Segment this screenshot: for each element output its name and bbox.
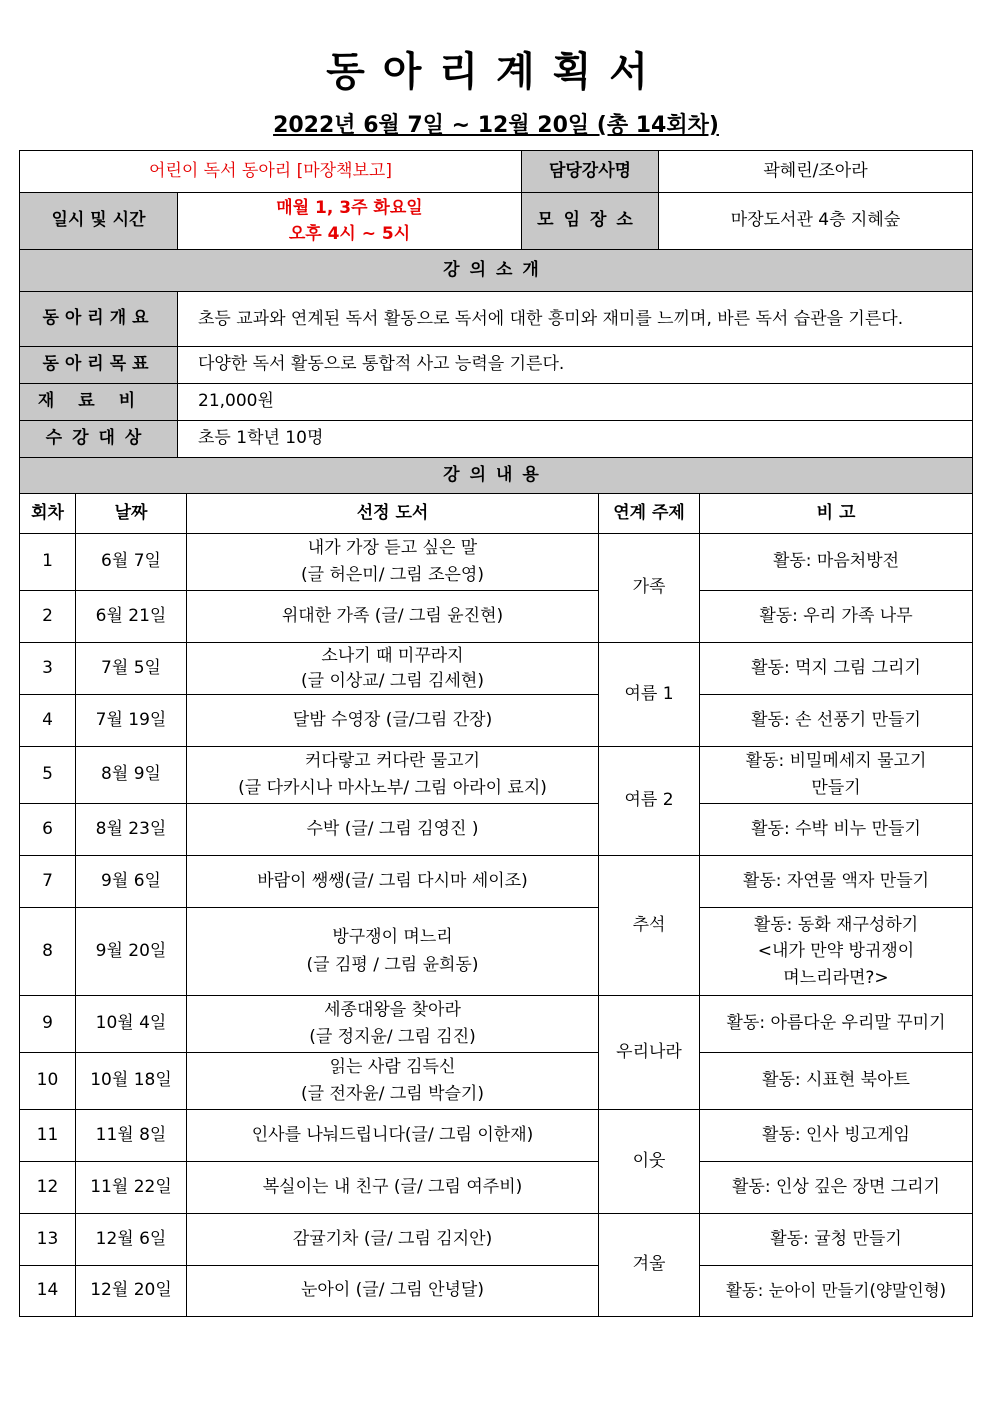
col-header-no: 회차 bbox=[20, 494, 76, 534]
row-book bbox=[187, 747, 599, 804]
row-note: 활동: 마음처방전 bbox=[700, 534, 973, 591]
table-row bbox=[20, 804, 973, 856]
row-book: 수박 (글/ 그림 김영진 ) bbox=[187, 804, 599, 856]
table-row bbox=[20, 591, 973, 643]
book-title: 커다랗고 커다란 물고기 bbox=[304, 750, 481, 771]
document-period bbox=[0, 108, 992, 139]
row-no: 1 bbox=[20, 534, 76, 591]
row-theme: 겨울 bbox=[599, 1214, 700, 1317]
row-date: 6월 7일 bbox=[76, 534, 187, 591]
row-note: 활동: 아름다운 우리말 꾸미기 bbox=[700, 996, 973, 1053]
row-book: 위대한 가족 (글/ 그림 윤진현) bbox=[187, 591, 599, 643]
fee-value: 21,000원 bbox=[178, 384, 973, 421]
row-no: 9 bbox=[20, 996, 76, 1053]
overview-label: 동아리개요 bbox=[20, 292, 178, 347]
table-row bbox=[20, 747, 973, 804]
table-row bbox=[20, 1214, 973, 1266]
place-label: 모임장소 bbox=[522, 193, 659, 250]
book-credit: (글 김평 / 그림 윤희동) bbox=[306, 954, 479, 975]
book-title: 읽는 사람 김득신 bbox=[329, 1056, 456, 1077]
book-title: 소나기 때 미꾸라지 bbox=[321, 645, 464, 666]
row-book: 복실이는 내 친구 (글/ 그림 여주비) bbox=[187, 1162, 599, 1214]
club-info-table bbox=[19, 150, 973, 494]
note-line: 만들기 bbox=[811, 778, 861, 798]
row-note: 활동: 자연물 액자 만들기 bbox=[700, 856, 973, 908]
document-title: 동아리계획서 bbox=[326, 49, 666, 95]
row-date: 8월 23일 bbox=[76, 804, 187, 856]
row-date: 7월 5일 bbox=[76, 643, 187, 695]
period-text: 2022년 6월 7일 ~ 12월 20일 (총 14회차) bbox=[273, 113, 719, 138]
col-header-book: 선정 도서 bbox=[187, 494, 599, 534]
table-row bbox=[20, 1266, 973, 1317]
note-line: 활동: 동화 재구성하기 bbox=[753, 914, 919, 935]
time-label: 일시 및 시간 bbox=[20, 193, 178, 250]
book-title: 방구쟁이 며느리 bbox=[332, 927, 453, 948]
target-value: 초등 1학년 10명 bbox=[178, 421, 973, 458]
table-row bbox=[20, 856, 973, 908]
row-theme: 추석 bbox=[599, 856, 700, 996]
book-credit: (글 정지윤/ 그림 김진) bbox=[309, 1027, 476, 1047]
book-credit: (글 전자윤/ 그림 박슬기) bbox=[300, 1084, 484, 1104]
row-no: 14 bbox=[20, 1266, 76, 1317]
time-value bbox=[178, 193, 522, 250]
book-credit: (글 허은미/ 그림 조은영) bbox=[300, 565, 484, 585]
row-note: 활동: 시표현 북아트 bbox=[700, 1053, 973, 1110]
row-book bbox=[187, 534, 599, 591]
row-no: 8 bbox=[20, 908, 76, 996]
teacher-value: 곽혜린/조아라 bbox=[659, 151, 973, 193]
book-title: 내가 가장 듣고 싶은 말 bbox=[307, 537, 478, 558]
row-theme: 가족 bbox=[599, 534, 700, 643]
row-theme: 이웃 bbox=[599, 1110, 700, 1214]
row-book bbox=[187, 1053, 599, 1110]
target-label: 수강대상 bbox=[20, 421, 178, 458]
time-line-1: 매월 1, 3주 화요일 bbox=[276, 197, 423, 218]
place-value: 마장도서관 4층 지혜숲 bbox=[659, 193, 973, 250]
row-note bbox=[700, 908, 973, 996]
table-row bbox=[20, 534, 973, 591]
row-book bbox=[187, 996, 599, 1053]
note-line: 며느리라면?> bbox=[783, 967, 889, 988]
row-no: 11 bbox=[20, 1110, 76, 1162]
col-header-note: 비 고 bbox=[700, 494, 973, 534]
row-no: 3 bbox=[20, 643, 76, 695]
fee-label: 재료비 bbox=[20, 384, 178, 421]
col-header-theme: 연계 주제 bbox=[599, 494, 700, 534]
row-date: 10월 4일 bbox=[76, 996, 187, 1053]
table-row bbox=[20, 643, 973, 695]
row-no: 5 bbox=[20, 747, 76, 804]
row-note: 활동: 우리 가족 나무 bbox=[700, 591, 973, 643]
book-credit: (글 다카시나 마사노부/ 그림 아라이 료지) bbox=[238, 778, 547, 798]
row-note bbox=[700, 747, 973, 804]
row-book bbox=[187, 643, 599, 695]
book-credit: (글 이상교/ 그림 김세현) bbox=[300, 670, 484, 691]
row-note: 활동: 인상 깊은 장면 그리기 bbox=[700, 1162, 973, 1214]
row-note: 활동: 인사 빙고게임 bbox=[700, 1110, 973, 1162]
row-theme: 우리나라 bbox=[599, 996, 700, 1110]
overview-value: 초등 교과와 연계된 독서 활동으로 독서에 대한 흥미와 재미를 느끼며, 바른 독서 습관을 기른다. bbox=[178, 292, 973, 347]
row-note: 활동: 손 선풍기 만들기 bbox=[700, 695, 973, 747]
book-title: 세종대왕을 찾아라 bbox=[324, 999, 461, 1020]
goal-value: 다양한 독서 활동으로 통합적 사고 능력을 기른다. bbox=[178, 347, 973, 384]
row-date: 8월 9일 bbox=[76, 747, 187, 804]
row-note: 활동: 수박 비누 만들기 bbox=[700, 804, 973, 856]
row-book: 눈아이 (글/ 그림 안녕달) bbox=[187, 1266, 599, 1317]
row-no: 4 bbox=[20, 695, 76, 747]
table-row bbox=[20, 996, 973, 1053]
row-book: 인사를 나눠드립니다(글/ 그림 이한재) bbox=[187, 1110, 599, 1162]
row-no: 12 bbox=[20, 1162, 76, 1214]
note-line: 활동: 비밀메세지 물고기 bbox=[745, 750, 927, 771]
row-book: 감귤기차 (글/ 그림 김지안) bbox=[187, 1214, 599, 1266]
row-no: 10 bbox=[20, 1053, 76, 1110]
intro-section-title: 강의소개 bbox=[20, 250, 973, 292]
row-note: 활동: 귤청 만들기 bbox=[700, 1214, 973, 1266]
row-date: 12월 6일 bbox=[76, 1214, 187, 1266]
row-note: 활동: 먹지 그림 그리기 bbox=[700, 643, 973, 695]
row-no: 13 bbox=[20, 1214, 76, 1266]
table-row bbox=[20, 908, 973, 996]
row-date: 9월 20일 bbox=[76, 908, 187, 996]
row-theme: 여름 1 bbox=[599, 643, 700, 747]
row-date: 11월 22일 bbox=[76, 1162, 187, 1214]
table-row bbox=[20, 1162, 973, 1214]
row-book bbox=[187, 908, 599, 996]
goal-label: 동아리목표 bbox=[20, 347, 178, 384]
table-row bbox=[20, 695, 973, 747]
content-section-title: 강의내용 bbox=[20, 458, 973, 494]
row-note: 활동: 눈아이 만들기(양말인형) bbox=[700, 1266, 973, 1317]
row-no: 6 bbox=[20, 804, 76, 856]
note-line: <내가 만약 방귀쟁이 bbox=[757, 941, 915, 962]
col-header-date: 날짜 bbox=[76, 494, 187, 534]
row-date: 6월 21일 bbox=[76, 591, 187, 643]
row-theme: 여름 2 bbox=[599, 747, 700, 856]
teacher-label: 담당강사명 bbox=[522, 151, 659, 193]
schedule-table bbox=[19, 493, 973, 1317]
row-no: 2 bbox=[20, 591, 76, 643]
row-book: 바람이 쌩쌩(글/ 그림 다시마 세이조) bbox=[187, 856, 599, 908]
row-no: 7 bbox=[20, 856, 76, 908]
row-date: 12월 20일 bbox=[76, 1266, 187, 1317]
club-name: 어린이 독서 동아리 [마장책보고] bbox=[20, 151, 522, 193]
table-row bbox=[20, 1053, 973, 1110]
row-date: 11월 8일 bbox=[76, 1110, 187, 1162]
row-date: 10월 18일 bbox=[76, 1053, 187, 1110]
row-date: 9월 6일 bbox=[76, 856, 187, 908]
row-book: 달밤 수영장 (글/그림 간장) bbox=[187, 695, 599, 747]
time-line-2: 오후 4시 ~ 5시 bbox=[288, 224, 411, 244]
table-row bbox=[20, 1110, 973, 1162]
row-date: 7월 19일 bbox=[76, 695, 187, 747]
